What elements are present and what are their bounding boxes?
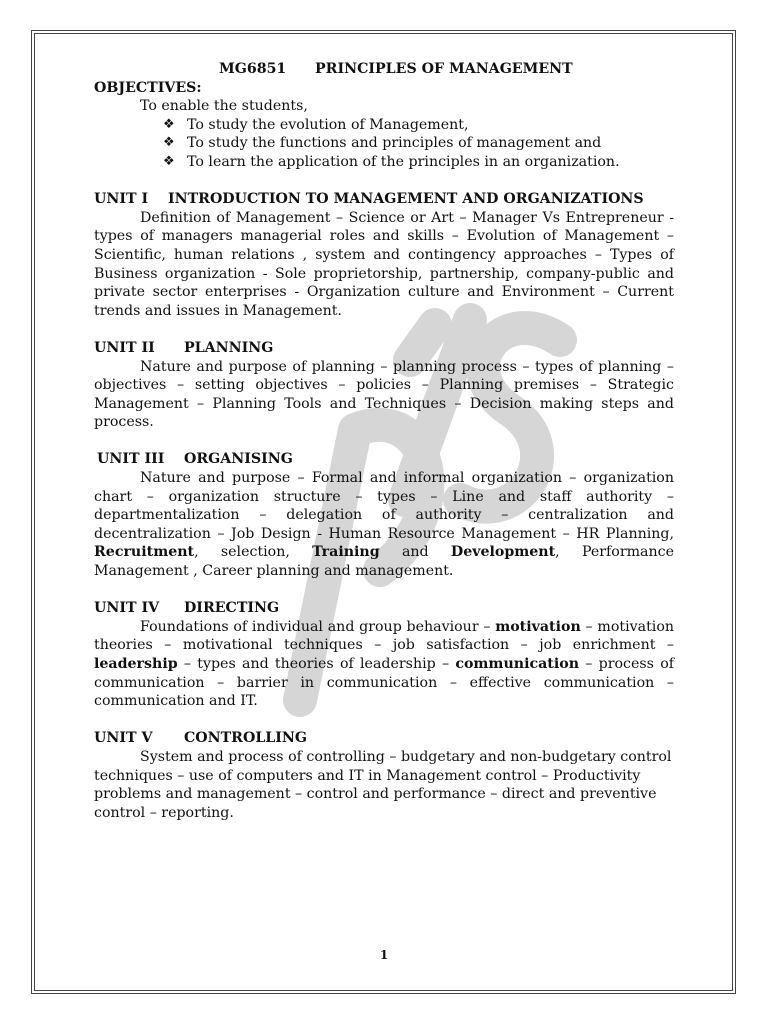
objective-item: ❖ To study the functions and principles of management and xyxy=(163,135,602,152)
unit-3-heading xyxy=(94,450,674,469)
objective-item: ❖ To study the evolution of Management, xyxy=(163,116,469,133)
course-title xyxy=(94,60,674,79)
diamond-bullet-icon: ❖ xyxy=(163,153,175,169)
unit-2-heading xyxy=(94,339,674,358)
objectives-intro: To enable the students, xyxy=(140,98,308,115)
page-number: 1 xyxy=(379,948,389,962)
unit-3-body: Nature and purpose – Formal and informal organization – organization chart – organization structure – types – Line and staff authority – departmentalization – delegation of authority – centralization and decentralization – Job Design - Human Resource Management – HR Planning, Recruitment, selection, Training and Development, Performance Management , Career planning and management. xyxy=(94,470,674,580)
course-name: PRINCIPLES OF MANAGEMENT xyxy=(315,61,573,77)
unit-number: UNIT V xyxy=(94,730,153,747)
objectives-heading: OBJECTIVES: xyxy=(94,79,202,96)
unit-number: UNIT III xyxy=(97,451,165,468)
unit-title: PLANNING xyxy=(184,339,274,356)
unit-2-body: Nature and purpose of planning – planning process – types of planning – objectives – setting objectives – policies – Planning premises – Strategic Management – Planning Tools and Techniques – Decision making steps and process. xyxy=(94,358,674,431)
diamond-bullet-icon: ❖ xyxy=(163,116,175,132)
unit-5-body: System and process of controlling – budgetary and non-budgetary control techniques – use of computers and IT in Management control – Productivity problems and management – control and performance – direct and preventive control – reporting. xyxy=(94,748,672,821)
unit-1-body: Definition of Management – Science or Art – Manager Vs Entrepreneur - types of managers managerial roles and skills – Evolution of Management – Scientific, human relations , system and contingency approaches – Types of Business organization - Sole proprietorship, partnership, company-public and private sector enterprises - Organization culture and Environment – Current trends and issues in Management. xyxy=(94,209,674,319)
objectives-list xyxy=(94,116,674,172)
unit-title: CONTROLLING xyxy=(184,730,307,747)
unit-4-heading xyxy=(94,599,674,618)
unit-title: DIRECTING xyxy=(184,600,280,617)
document-body xyxy=(94,60,674,822)
unit-number: UNIT II xyxy=(94,339,155,356)
course-code: MG6851 xyxy=(219,61,287,77)
unit-title: ORGANISING xyxy=(184,451,293,468)
unit-number: UNIT IV xyxy=(94,600,160,617)
unit-4-body: Foundations of individual and group behaviour – motivation – motivation theories – motivational techniques – job satisfaction – job enrichment – leadership – types and theories of leadership – communication – process of communication – barrier in communication – effective communication – communication and IT. xyxy=(94,618,674,710)
unit-1-heading xyxy=(94,190,674,209)
unit-5-heading xyxy=(94,729,674,748)
unit-number: UNIT I xyxy=(94,191,149,208)
unit-title: INTRODUCTION TO MANAGEMENT AND ORGANIZATIONS xyxy=(168,191,644,208)
objective-item: ❖ To learn the application of the principles in an organization. xyxy=(163,153,620,170)
diamond-bullet-icon: ❖ xyxy=(163,135,175,151)
